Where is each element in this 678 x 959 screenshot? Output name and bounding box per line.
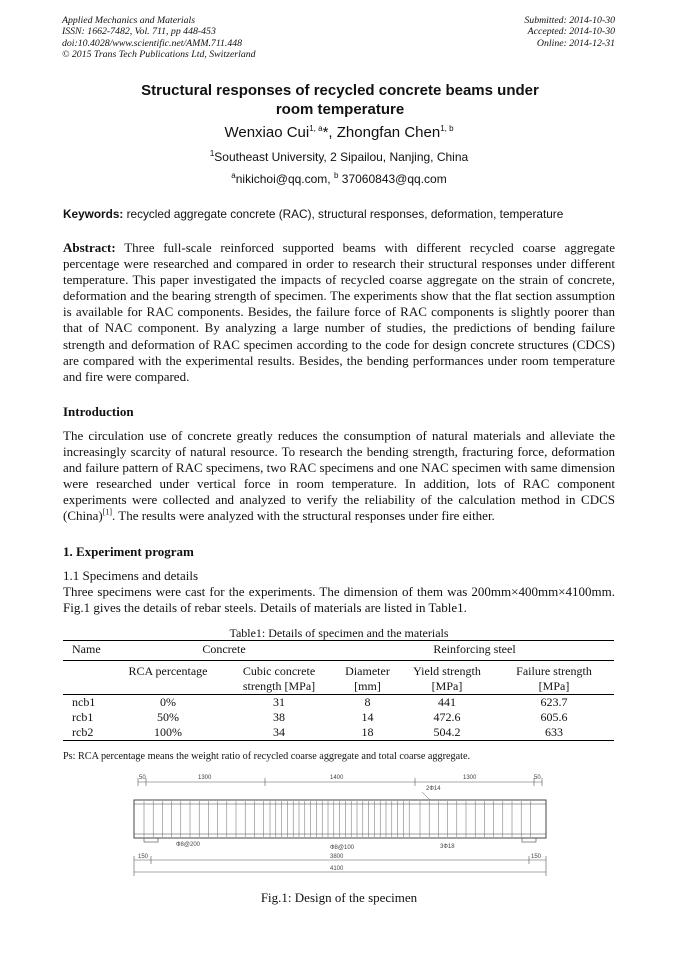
- author-affiliation-mark: 1, b: [440, 124, 454, 133]
- header-rca-text: RCA percentage: [128, 664, 208, 678]
- table-note: Ps: RCA percentage means the weight ratio of recycled coarse aggregate and total coarse aggregate.: [63, 751, 471, 762]
- email-mark: a: [231, 171, 236, 180]
- keywords-label: Keywords:: [63, 207, 124, 221]
- title-line: room temperature: [275, 101, 405, 118]
- section-heading-experiment: 1. Experiment program: [63, 544, 194, 559]
- authors: [0, 124, 678, 141]
- submission-dates: [524, 15, 615, 49]
- dim-label: 50: [139, 775, 146, 781]
- corresponding-mark: *,: [322, 124, 337, 141]
- cell-yield: 504.2: [400, 725, 494, 741]
- cell-failure: 605.6: [540, 710, 568, 724]
- cell-failure: 623.7: [540, 695, 568, 709]
- rebar-label-top: 2Ф14: [426, 786, 441, 792]
- keywords: [63, 207, 623, 221]
- cell-yield: 472.6: [433, 710, 461, 724]
- header-failure-line1: Failure strength: [516, 664, 592, 678]
- cell-cubic: 38: [273, 710, 285, 724]
- dim-label: 50: [534, 775, 541, 781]
- abstract-text: Three full-scale reinforced supported beams with different recycled coarse aggregate percentage were researched and compared in order to research their structural responses under different temperature. This paper investigated the impacts of recycled coarse aggregate on the strain of concrete, deformation and the bearing strength of specimen. The experiments show that the flat section assumption is available for RAC components. Besides, the failure force of RAC components is slightly poorer than that of NAC component. By analyzing a large number of studies, the predictions of bending failure strength and deformation of RAC specimen according to the code for design concrete structures (CDCS) are compared with the experimental results. Besides, the bending performances under room temperature and fire were compared.: [63, 240, 615, 384]
- author-name: Zhongfan Chen: [336, 124, 441, 141]
- cell-yield: 441: [438, 695, 456, 709]
- journal-line: doi:10.4028/www.scientific.net/AMM.711.448: [62, 37, 243, 49]
- header-cubic-line2: strength [MPa]: [242, 679, 316, 693]
- abstract: [63, 240, 615, 385]
- cell-diameter: 8: [364, 695, 371, 709]
- header-steel: Reinforcing steel: [335, 641, 614, 661]
- stirrup-label: Ф8@200: [176, 842, 200, 848]
- dim-label: 3800: [330, 854, 344, 860]
- left-support-plate: [144, 838, 158, 842]
- header-concrete: Concrete: [113, 641, 335, 661]
- header-cubic-line1: Cubic concrete: [242, 664, 316, 678]
- beam-design-drawing: [130, 770, 550, 885]
- date-line: Accepted: 2014-10-30: [527, 26, 615, 38]
- email-mark: b: [333, 171, 339, 180]
- header-diameter-line1: Diameter: [345, 664, 390, 678]
- date-line: Submitted: 2014-10-30: [524, 15, 615, 26]
- dim-label: 1300: [198, 775, 212, 781]
- header-cubic: [223, 661, 335, 695]
- dim-label: 150: [531, 854, 542, 860]
- email-link[interactable]: nikichoi@qq.com,: [235, 172, 334, 186]
- header-rca: [113, 661, 223, 695]
- stirrups: [144, 801, 530, 837]
- cell-cubic: 34: [223, 725, 335, 741]
- dim-label: 4100: [330, 866, 344, 872]
- figure-caption: Fig.1: Design of the specimen: [260, 890, 418, 905]
- specimen-table: [63, 640, 614, 741]
- keywords-text: recycled aggregate concrete (RAC), structural responses, deformation, temperature: [123, 207, 564, 221]
- dim-label: 150: [138, 854, 149, 860]
- table-row: [63, 710, 614, 725]
- header-diameter: [335, 661, 400, 695]
- author-affiliation-mark: 1, a: [309, 124, 323, 133]
- right-support-plate: [522, 838, 536, 842]
- table-row: [63, 725, 614, 741]
- introduction-text: [63, 428, 615, 525]
- dim-label: 1300: [463, 775, 477, 781]
- email-link[interactable]: 37060843@qq.com: [338, 172, 447, 186]
- cell-name: ncb1: [72, 695, 96, 709]
- stirrup-label: Ф8@100: [330, 845, 354, 851]
- title-line: Structural responses of recycled concrete beams under: [141, 82, 539, 99]
- header-yield-line1: Yield strength: [413, 664, 481, 678]
- author-name: Wenxiao Cui: [224, 124, 310, 141]
- introduction-body: The circulation use of concrete greatly reduces the consumption of natural materials and alleviate the increasingly scarcity of natural resource. To research the bending strength, fracturing force, deformation and failure pattern of RAC specimens, two RAC specimens and one NAC specimen with same dimension were researched under vertical force in room temperature. In addition, lots of RAC component experiments were collected and analyzed to verify the reliability of the calculation method in CDCS (China): [63, 428, 615, 524]
- subsection-heading: 1.1 Specimens and details: [63, 568, 199, 583]
- abstract-label: Abstract:: [63, 240, 116, 255]
- cell-failure: 633: [494, 725, 614, 741]
- cell-cubic: 31: [273, 695, 285, 709]
- cell-diameter: 18: [335, 725, 400, 741]
- journal-line: Applied Mechanics and Materials: [62, 15, 196, 26]
- table-caption: Table1: Details of specimen and the materials: [229, 626, 449, 640]
- citation-ref[interactable]: [1]: [102, 508, 113, 518]
- header-name: Name: [63, 641, 113, 661]
- cell-name: rcb2: [63, 725, 113, 741]
- header-failure-line2: [MPa]: [538, 679, 570, 693]
- cell-name: rcb1: [72, 710, 94, 724]
- rebar-label-bottom: 3Ф18: [440, 844, 455, 850]
- section-heading-introduction: Introduction: [63, 404, 134, 419]
- journal-info: [62, 15, 256, 61]
- dim-label: 1400: [330, 775, 344, 781]
- affiliation-text: Southeast University, 2 Sipailou, Nanjing, China: [214, 150, 469, 164]
- header-yield: [400, 661, 494, 695]
- table-header-row: [63, 641, 614, 661]
- experiment-text: Three specimens were cast for the experiments. The dimension of them was 200mm×400mm×4100mm. Fig.1 gives the details of rebar steels. Details of materials are listed in Table1.: [63, 584, 615, 616]
- author-emails: [0, 172, 678, 186]
- table-row: [63, 695, 614, 711]
- header-blank: [63, 661, 113, 695]
- cell-rca: 0%: [160, 695, 176, 709]
- journal-line: © 2015 Trans Tech Publications Ltd, Switzerland: [62, 49, 256, 61]
- cell-rca: 50%: [157, 710, 179, 724]
- affiliation: [0, 150, 678, 164]
- cell-rca: 100%: [113, 725, 223, 741]
- leader-line: [422, 792, 430, 800]
- affiliation-mark: 1: [209, 149, 215, 158]
- header-failure: [494, 661, 614, 695]
- header-yield-line2: [MPa]: [431, 679, 463, 693]
- paper-title: [80, 81, 600, 119]
- cell-diameter: 14: [361, 710, 374, 724]
- header-diameter-line2: [mm]: [354, 679, 381, 693]
- journal-line: ISSN: 1662-7482, Vol. 711, pp 448-453: [62, 26, 216, 38]
- table-subheader-row: [63, 661, 614, 695]
- date-line: Online: 2014-12-31: [536, 37, 615, 49]
- introduction-body-end: . The results were analyzed with the structural responses under fire either.: [112, 508, 495, 524]
